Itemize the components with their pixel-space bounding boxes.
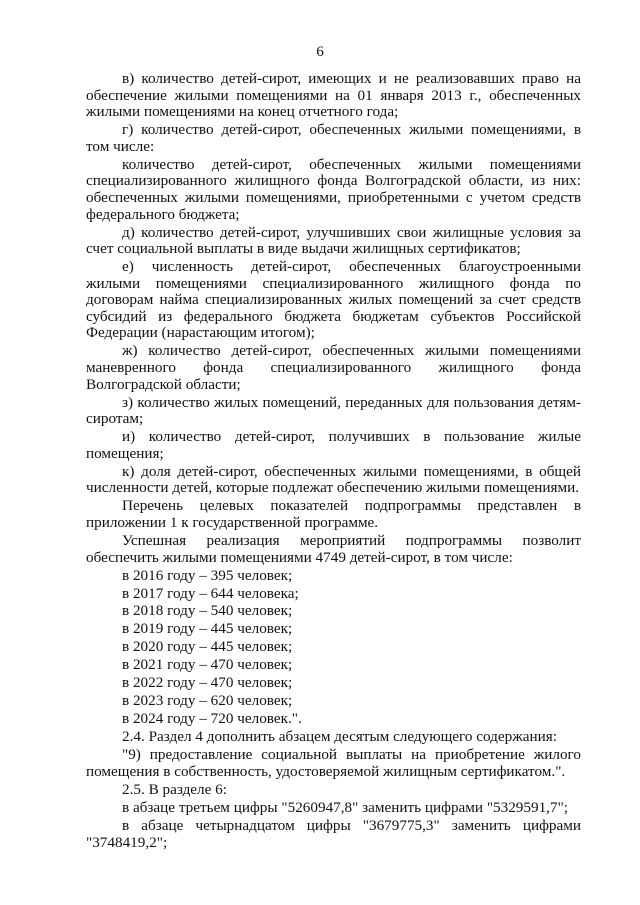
paragraph-outcome: Успешная реализация мероприятий подпрограммы позволит обеспечить жилыми помещениями 4749 детей-сирот, в том числе: — [86, 531, 581, 566]
paragraph-g: г) количество детей-сирот, обеспеченных жилыми помещениями, в том числе: — [86, 121, 581, 155]
paragraph-i: и) количество детей-сирот, получивших в пользование жилые помещения; — [86, 428, 581, 462]
paragraph-section4: 2.4. Раздел 4 дополнить абзацем десятым следующего содержания: — [122, 728, 557, 746]
year-list-item: в 2019 году – 445 человек; — [122, 620, 293, 638]
paragraph-replace-3: в абзаце третьем цифры "5260947,8" заменить цифрами "5329591,7"; — [122, 798, 568, 816]
paragraph-replace-14: в абзаце четырнадцатом цифры "3679775,3" заменить цифрами "3748419,2"; — [86, 816, 581, 851]
paragraph-item9: "9) предоставление социальной выплаты на приобретение жилого помещения в собственность, удостоверяемой жилищным сертификатом.". — [86, 746, 581, 780]
paragraph-e: е) численность детей-сирот, обеспеченных благоустроенными жилыми помещениями специализированного жилищного фонда по договорам найма специализированных жилых помещений за счет средств субсидий из федерального бюджета бюджетам субъектов Российской Федерации (нарастающим итогом); — [86, 258, 581, 342]
year-list-item: в 2021 году – 470 человек; — [122, 656, 293, 674]
year-list-item: в 2016 году – 395 человек; — [122, 566, 293, 584]
year-list-item: в 2022 году – 470 человек; — [122, 674, 293, 692]
paragraph-k: к) доля детей-сирот, обеспеченных жилыми помещениями, в общей численности детей, которые подлежат обеспечению жилыми помещениями. — [86, 462, 581, 497]
year-list-item: в 2017 году – 644 человека; — [122, 584, 299, 602]
paragraph-v: в) количество детей-сирот, имеющих и не реализовавших право на обеспечение жилыми помещениями на 01 января 2013 г., обеспеченных жилыми помещениями на конец отчетного года; — [86, 70, 581, 121]
year-list-item: в 2020 году – 445 человек; — [122, 638, 293, 656]
paragraph-z: з) количество жилых помещений, переданных для пользования детям-сиротам; — [86, 393, 581, 428]
page-number: 6 — [316, 43, 324, 60]
year-list — [86, 568, 581, 728]
paragraph-section6: 2.5. В разделе 6: — [122, 780, 227, 798]
year-list-item: в 2024 году – 720 человек.". — [122, 710, 302, 728]
paragraph-indicators: Перечень целевых показателей подпрограммы представлен в приложении 1 к государственной программе. — [86, 497, 581, 531]
year-list-item: в 2018 году – 540 человек; — [122, 602, 293, 620]
paragraph-zh: ж) количество детей-сирот, обеспеченных жилыми помещениями маневренного фонда специализированного жилищного фонда Волгоградской области; — [86, 342, 581, 393]
year-list-item: в 2023 году – 620 человек; — [122, 692, 293, 710]
paragraph-g-detail: количество детей-сирот, обеспеченных жилыми помещениями специализированного жилищного фонда Волгоградской области, из них: обеспеченных жилыми помещениями, приобретенными с учетом средств федерального бюджета; — [86, 155, 581, 223]
document-body — [86, 71, 581, 852]
paragraph-d: д) количество детей-сирот, улучшивших свои жилищные условия за счет социальной выплаты в виде выдачи жилищных сертификатов; — [86, 223, 581, 258]
